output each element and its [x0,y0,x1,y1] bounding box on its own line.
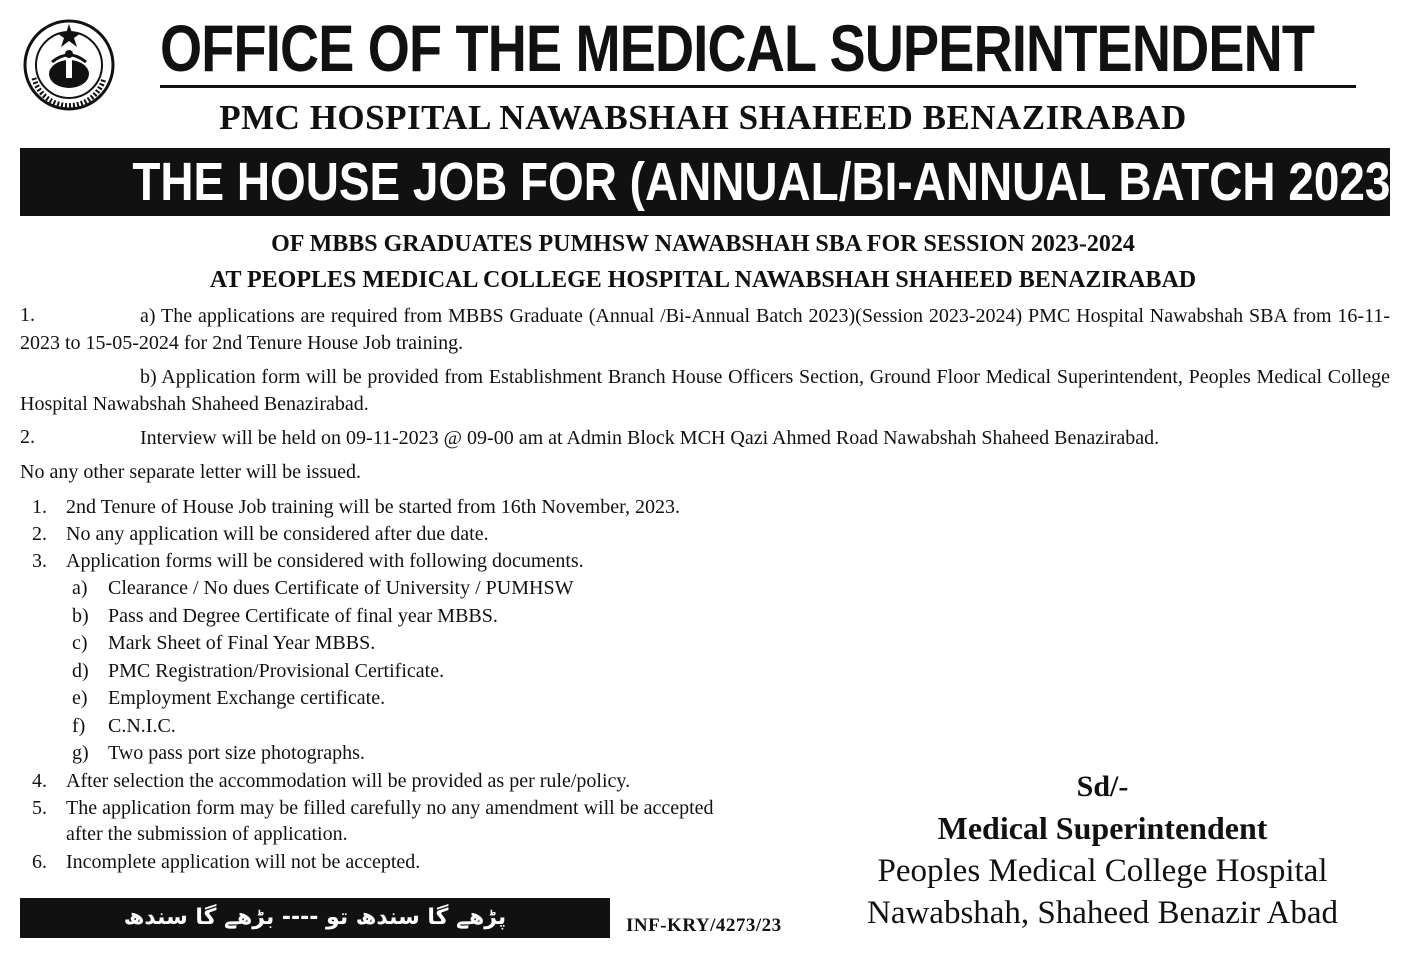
doc-text: Clearance / No dues Certificate of University / PUMHSW [108,577,574,599]
document-item [32,630,832,658]
list-number: 5. [32,796,47,819]
document-item [32,685,832,713]
office-title: OFFICE OF THE MEDICAL SUPERINTENDENT [160,11,1315,85]
list-number: 6. [32,850,47,873]
signatory-org-line-2: Nawabshah, Shaheed Benazir Abad [866,895,1338,931]
para-2: Interview will be held on 09-11-2023 @ 09-00 am at Admin Block MCH Qazi Ahmed Road Nawabshah Shaheed Benazirabad. [140,427,1160,449]
reference-number: INF-KRY/4273/23 [626,915,782,936]
list-item [32,521,832,548]
banner-title-text: THE HOUSE JOB FOR (ANNUAL/BI-ANNUAL BATCH 2023) [132,152,1406,212]
list-text: Incomplete application will not be accepted. [66,850,421,873]
document-item [32,740,832,768]
list-number: 3. [32,550,47,572]
conditions-list [32,494,832,876]
list-item [32,548,832,575]
list-item [32,494,832,521]
list-item [32,795,832,821]
document-item [32,658,832,686]
list-text: 2nd Tenure of House Job training will be started from 16th November, 2023. [66,496,680,518]
para-1b: b) Application form will be provided from Establishment Branch House Officers Section, Ground Floor Medical Superintendent, Peoples Medical College Hospital Nawabshah Shaheed Benazirabad. [20,366,1390,415]
signatory-org-line-1: Peoples Medical College Hospital [877,853,1328,889]
heading-line-2: AT PEOPLES MEDICAL COLLEGE HOSPITAL NAWABSHAH SHAHEED BENAZIRABAD [209,267,1197,293]
list-text: Application forms will be considered with following documents. [66,550,584,572]
list-item [32,849,832,876]
list-number: 2. [32,523,47,545]
signatory-title: Medical Superintendent [937,810,1268,846]
document-item [32,713,832,741]
doc-letter: f) [72,714,86,737]
doc-text: Two pass port size photographs. [108,742,365,764]
heading-line-1: OF MBBS GRADUATES PUMHSW NAWABSHAH SBA FOR SESSION 2023-2024 [271,231,1135,257]
hospital-subtitle: PMC HOSPITAL NAWABSHAH SHAHEED BENAZIRABAD [219,98,1187,137]
banner-title [20,148,1406,216]
doc-letter: c) [72,632,88,654]
doc-text: C.N.I.C. [108,714,176,737]
doc-letter: a) [72,577,88,599]
para-1a: a) The applications are required from MBBS Graduate (Annual /Bi-Annual Batch 2023)(Session 2023-2024) PMC Hospital Nawabshah SBA from 16-11-2023 to 15-05-2024 for 2nd Tenure House Job training. [20,305,1390,354]
para-2-number: 2. [20,426,35,448]
list-number: 4. [32,769,47,792]
document-item [32,575,832,603]
list-item-continued [32,821,832,849]
doc-text: Employment Exchange certificate. [108,687,386,709]
signature-sd: Sd/- [1076,770,1129,803]
list-text: after the submission of application. [66,822,348,845]
doc-letter: b) [72,604,89,627]
separate-letter-note: No any other separate letter will be issued. [20,461,361,483]
doc-letter: g) [72,742,89,764]
doc-letter: e) [72,687,88,709]
doc-text: PMC Registration/Provisional Certificate. [108,659,445,682]
title-underline [160,85,1356,88]
list-text: After selection the accommodation will be provided as per rule/policy. [66,769,631,792]
para-1-number: 1. [20,304,35,326]
document-item [32,603,832,631]
doc-text: Pass and Degree Certificate of final year MBBS. [108,604,498,627]
list-item [32,768,832,795]
list-text: The application form may be filled carefully no any amendment will be accepted [66,796,714,819]
urdu-slogan: پڑھے گا سندھ تو ---- بڑھے گا سندھ [123,905,507,930]
doc-text: Mark Sheet of Final Year MBBS. [108,632,376,654]
list-text: No any application will be considered after due date. [66,523,489,545]
list-number: 1. [32,496,47,518]
doc-letter: d) [72,659,89,682]
